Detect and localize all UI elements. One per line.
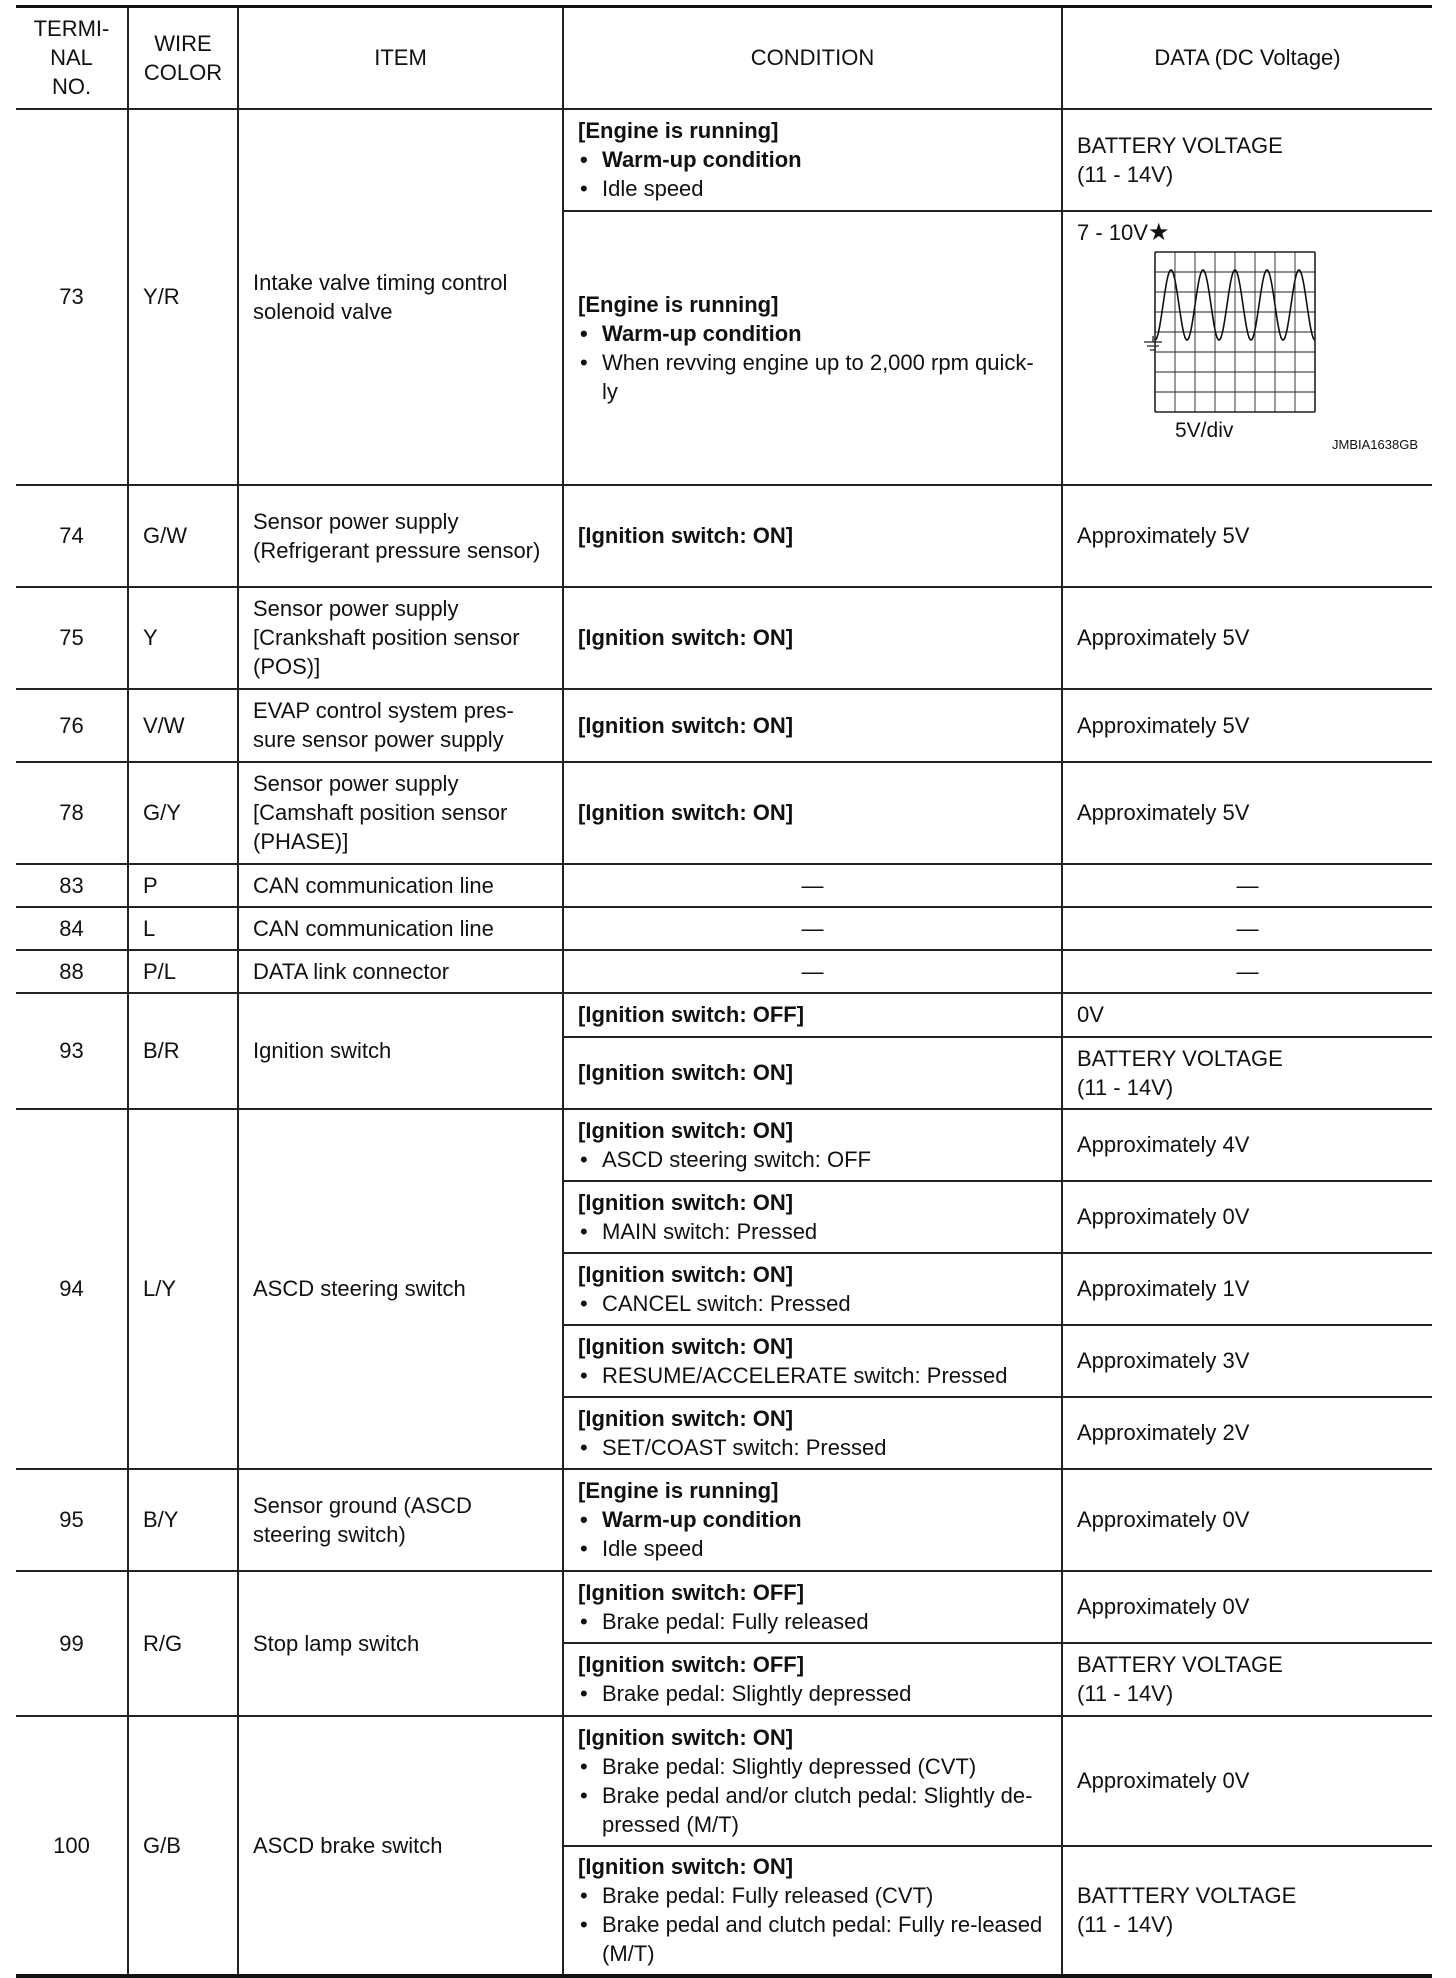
condition-header: [Ignition switch: ON]: [578, 1405, 794, 1431]
condition-header: [Engine is running]: [578, 1478, 779, 1503]
condition-bullet: • When revving engine up to 2,000 rpm quick-ly: [578, 348, 1047, 406]
data-value: Approximately 0V: [1077, 1768, 1250, 1793]
condition-cell: [563, 1643, 1062, 1716]
table-row: [16, 762, 1432, 864]
terminal-number: 78: [16, 762, 128, 864]
data-value: (11 - 14V): [1077, 161, 1174, 187]
condition-bullet: • Warm-up condition: [578, 1505, 1047, 1534]
data-cell: [1062, 1037, 1432, 1109]
data-value: 0V: [1077, 1002, 1104, 1027]
waveform-voltage: 7 - 10V: [1077, 219, 1148, 245]
data-value: BATTTERY VOLTAGE: [1077, 1883, 1297, 1908]
wire-color: G/B: [128, 1716, 238, 1976]
terminal-number: 93: [16, 993, 128, 1109]
header-terminal: TERMI- NAL NO.: [16, 7, 128, 109]
terminal-number: 100: [16, 1716, 128, 1976]
terminal-number: 88: [16, 950, 128, 993]
condition-header: [Ignition switch: ON]: [578, 523, 794, 548]
item-name: DATA link connector: [238, 950, 563, 993]
condition-cell: [563, 1325, 1062, 1397]
data-cell: [1062, 1469, 1432, 1571]
data-value: Approximately 1V: [1077, 1276, 1250, 1301]
waveform-value: [1077, 218, 1169, 247]
data-cell: —: [1062, 907, 1432, 950]
figure-id: JMBIA1638GB: [1332, 436, 1418, 452]
item-name: Sensor ground (ASCD steering switch): [238, 1469, 563, 1571]
wire-color: L: [128, 907, 238, 950]
condition-cell: [563, 1109, 1062, 1181]
wire-color: Y/R: [128, 109, 238, 485]
data-cell: [1062, 762, 1432, 864]
condition-bullet: • Idle speed: [578, 174, 1047, 203]
table-row: [16, 1109, 1432, 1181]
condition-header: [Engine is running]: [578, 118, 779, 143]
condition-bullet: • Warm-up condition: [578, 145, 1047, 174]
item-name: Intake valve timing control solenoid valve: [238, 109, 563, 485]
condition-bullet: • RESUME/ACCELERATE switch: Pressed: [578, 1361, 1047, 1390]
table-row: [16, 109, 1432, 211]
data-value: Approximately 4V: [1077, 1132, 1250, 1157]
condition-header: [Ignition switch: ON]: [578, 625, 794, 650]
terminal-number: 94: [16, 1109, 128, 1469]
condition-header: [Ignition switch: ON]: [578, 1189, 794, 1215]
data-cell: [1062, 1571, 1432, 1643]
condition-cell: [563, 109, 1062, 211]
condition-cell: —: [563, 864, 1062, 907]
waveform-figure: [1077, 212, 1418, 462]
data-value: Approximately 0V: [1077, 1507, 1250, 1532]
data-cell: [1062, 109, 1432, 211]
terminal-spec-table: [16, 5, 1432, 1978]
wire-color: P: [128, 864, 238, 907]
data-value: Approximately 5V: [1077, 712, 1250, 738]
data-value: Approximately 5V: [1077, 800, 1250, 825]
wire-color: V/W: [128, 689, 238, 762]
item-name: Ignition switch: [238, 993, 563, 1109]
condition-cell: [563, 1397, 1062, 1469]
wire-color: R/G: [128, 1571, 238, 1716]
data-value: BATTERY VOLTAGE: [1077, 132, 1283, 158]
condition-cell: [563, 1571, 1062, 1643]
data-cell: [1062, 1109, 1432, 1181]
condition-bullet: • ASCD steering switch: OFF: [578, 1145, 1047, 1174]
data-cell: [1062, 689, 1432, 762]
condition-header: [Engine is running]: [578, 291, 779, 317]
data-cell: [1062, 993, 1432, 1037]
condition-header: [Ignition switch: ON]: [578, 1060, 794, 1085]
data-cell: [1062, 1716, 1432, 1846]
terminal-number: 73: [16, 109, 128, 485]
data-value: Approximately 3V: [1077, 1348, 1250, 1373]
data-value: Approximately 2V: [1077, 1420, 1250, 1445]
condition-cell: [563, 1253, 1062, 1325]
wire-color: Y: [128, 587, 238, 689]
condition-header: [Ignition switch: OFF]: [578, 1579, 805, 1605]
condition-cell: [563, 1846, 1062, 1976]
condition-bullet: • CANCEL switch: Pressed: [578, 1289, 1047, 1318]
condition-header: [Ignition switch: ON]: [578, 1333, 794, 1359]
data-value: Approximately 5V: [1077, 625, 1250, 650]
condition-header: [Ignition switch: ON]: [578, 1261, 794, 1287]
table-row: [16, 1469, 1432, 1571]
condition-bullet: • Brake pedal: Fully released (CVT): [578, 1881, 1047, 1910]
condition-cell: [563, 211, 1062, 485]
wire-color: G/W: [128, 485, 238, 587]
ground-icon: [1144, 336, 1162, 350]
terminal-number: 75: [16, 587, 128, 689]
data-value: (11 - 14V): [1077, 1074, 1174, 1100]
condition-bullet: • Warm-up condition: [578, 319, 1047, 348]
item-name: ASCD brake switch: [238, 1716, 563, 1976]
condition-bullet: • Brake pedal and clutch pedal: Fully re-leased (M/T): [578, 1910, 1047, 1968]
terminal-number: 95: [16, 1469, 128, 1571]
terminal-number: 99: [16, 1571, 128, 1716]
condition-bullet: • MAIN switch: Pressed: [578, 1217, 1047, 1246]
condition-cell: [563, 1037, 1062, 1109]
data-cell: [1062, 211, 1432, 485]
item-name: CAN communication line: [238, 907, 563, 950]
condition-bullet: • Brake pedal and/or clutch pedal: Slightly de-pressed (M/T): [578, 1781, 1047, 1839]
table-row: [16, 485, 1432, 587]
condition-bullet: • SET/COAST switch: Pressed: [578, 1433, 1047, 1462]
data-value: (11 - 14V): [1077, 1681, 1174, 1706]
condition-cell: [563, 1716, 1062, 1846]
table-row: [16, 864, 1432, 907]
data-cell: [1062, 1643, 1432, 1716]
wire-color: P/L: [128, 950, 238, 993]
data-cell: [1062, 1253, 1432, 1325]
condition-header: [Ignition switch: ON]: [578, 1724, 794, 1750]
condition-cell: —: [563, 950, 1062, 993]
table-row: [16, 689, 1432, 762]
wire-color: L/Y: [128, 1109, 238, 1469]
condition-cell: [563, 485, 1062, 587]
wire-color: B/Y: [128, 1469, 238, 1571]
data-cell: [1062, 587, 1432, 689]
table-row: [16, 587, 1432, 689]
condition-cell: [563, 587, 1062, 689]
condition-header: [Ignition switch: ON]: [578, 712, 794, 738]
terminal-number: 83: [16, 864, 128, 907]
condition-header: [Ignition switch: ON]: [578, 800, 794, 825]
item-name: CAN communication line: [238, 864, 563, 907]
data-cell: —: [1062, 950, 1432, 993]
item-name: EVAP control system pres-sure sensor power supply: [238, 689, 563, 762]
item-name: Sensor power supply (Refrigerant pressure sensor): [238, 485, 563, 587]
data-value: BATTERY VOLTAGE: [1077, 1045, 1283, 1071]
terminal-number: 76: [16, 689, 128, 762]
condition-cell: [563, 762, 1062, 864]
table-body: [16, 109, 1432, 1976]
header-item: ITEM: [238, 7, 563, 109]
table-row: [16, 950, 1432, 993]
header-row: [16, 7, 1432, 109]
condition-bullet: • Brake pedal: Slightly depressed: [578, 1679, 1047, 1708]
table-row: [16, 993, 1432, 1037]
table-row: [16, 1716, 1432, 1846]
data-cell: [1062, 1325, 1432, 1397]
star-icon: ★: [1147, 218, 1170, 246]
condition-bullet: • Brake pedal: Fully released: [578, 1607, 1047, 1636]
header-data: DATA (DC Voltage): [1062, 7, 1432, 109]
data-cell: [1062, 1397, 1432, 1469]
item-name: Sensor power supply [Crankshaft position sensor (POS)]: [238, 587, 563, 689]
condition-cell: —: [563, 907, 1062, 950]
item-name: Sensor power supply [Camshaft position sensor (PHASE)]: [238, 762, 563, 864]
condition-bullet: • Idle speed: [578, 1534, 1047, 1563]
condition-cell: [563, 689, 1062, 762]
condition-header: [Ignition switch: ON]: [578, 1854, 794, 1879]
table-row: [16, 907, 1432, 950]
condition-header: [Ignition switch: OFF]: [578, 1002, 805, 1027]
data-cell: [1062, 1846, 1432, 1976]
terminal-number: 84: [16, 907, 128, 950]
condition-header: [Ignition switch: ON]: [578, 1117, 794, 1143]
header-condition: CONDITION: [563, 7, 1062, 109]
data-cell: [1062, 1181, 1432, 1253]
terminal-number: 74: [16, 485, 128, 587]
data-cell: [1062, 485, 1432, 587]
data-value: Approximately 0V: [1077, 1594, 1250, 1619]
data-value: Approximately 5V: [1077, 523, 1250, 548]
wire-color: B/R: [128, 993, 238, 1109]
table-row: [16, 1571, 1432, 1643]
condition-cell: [563, 1181, 1062, 1253]
condition-bullet: • Brake pedal: Slightly depressed (CVT): [578, 1752, 1047, 1781]
data-value: BATTERY VOLTAGE: [1077, 1652, 1283, 1677]
oscilloscope-waveform: [1137, 250, 1317, 414]
data-cell: —: [1062, 864, 1432, 907]
condition-header: [Ignition switch: OFF]: [578, 1652, 805, 1677]
waveform-scale: 5V/div: [1175, 418, 1234, 442]
header-wire-color: WIRE COLOR: [128, 7, 238, 109]
item-name: Stop lamp switch: [238, 1571, 563, 1716]
condition-cell: [563, 993, 1062, 1037]
item-name: ASCD steering switch: [238, 1109, 563, 1469]
condition-cell: [563, 1469, 1062, 1571]
data-value: Approximately 0V: [1077, 1204, 1250, 1229]
oscilloscope-grid: [1155, 252, 1315, 412]
wire-color: G/Y: [128, 762, 238, 864]
data-value: (11 - 14V): [1077, 1912, 1174, 1937]
